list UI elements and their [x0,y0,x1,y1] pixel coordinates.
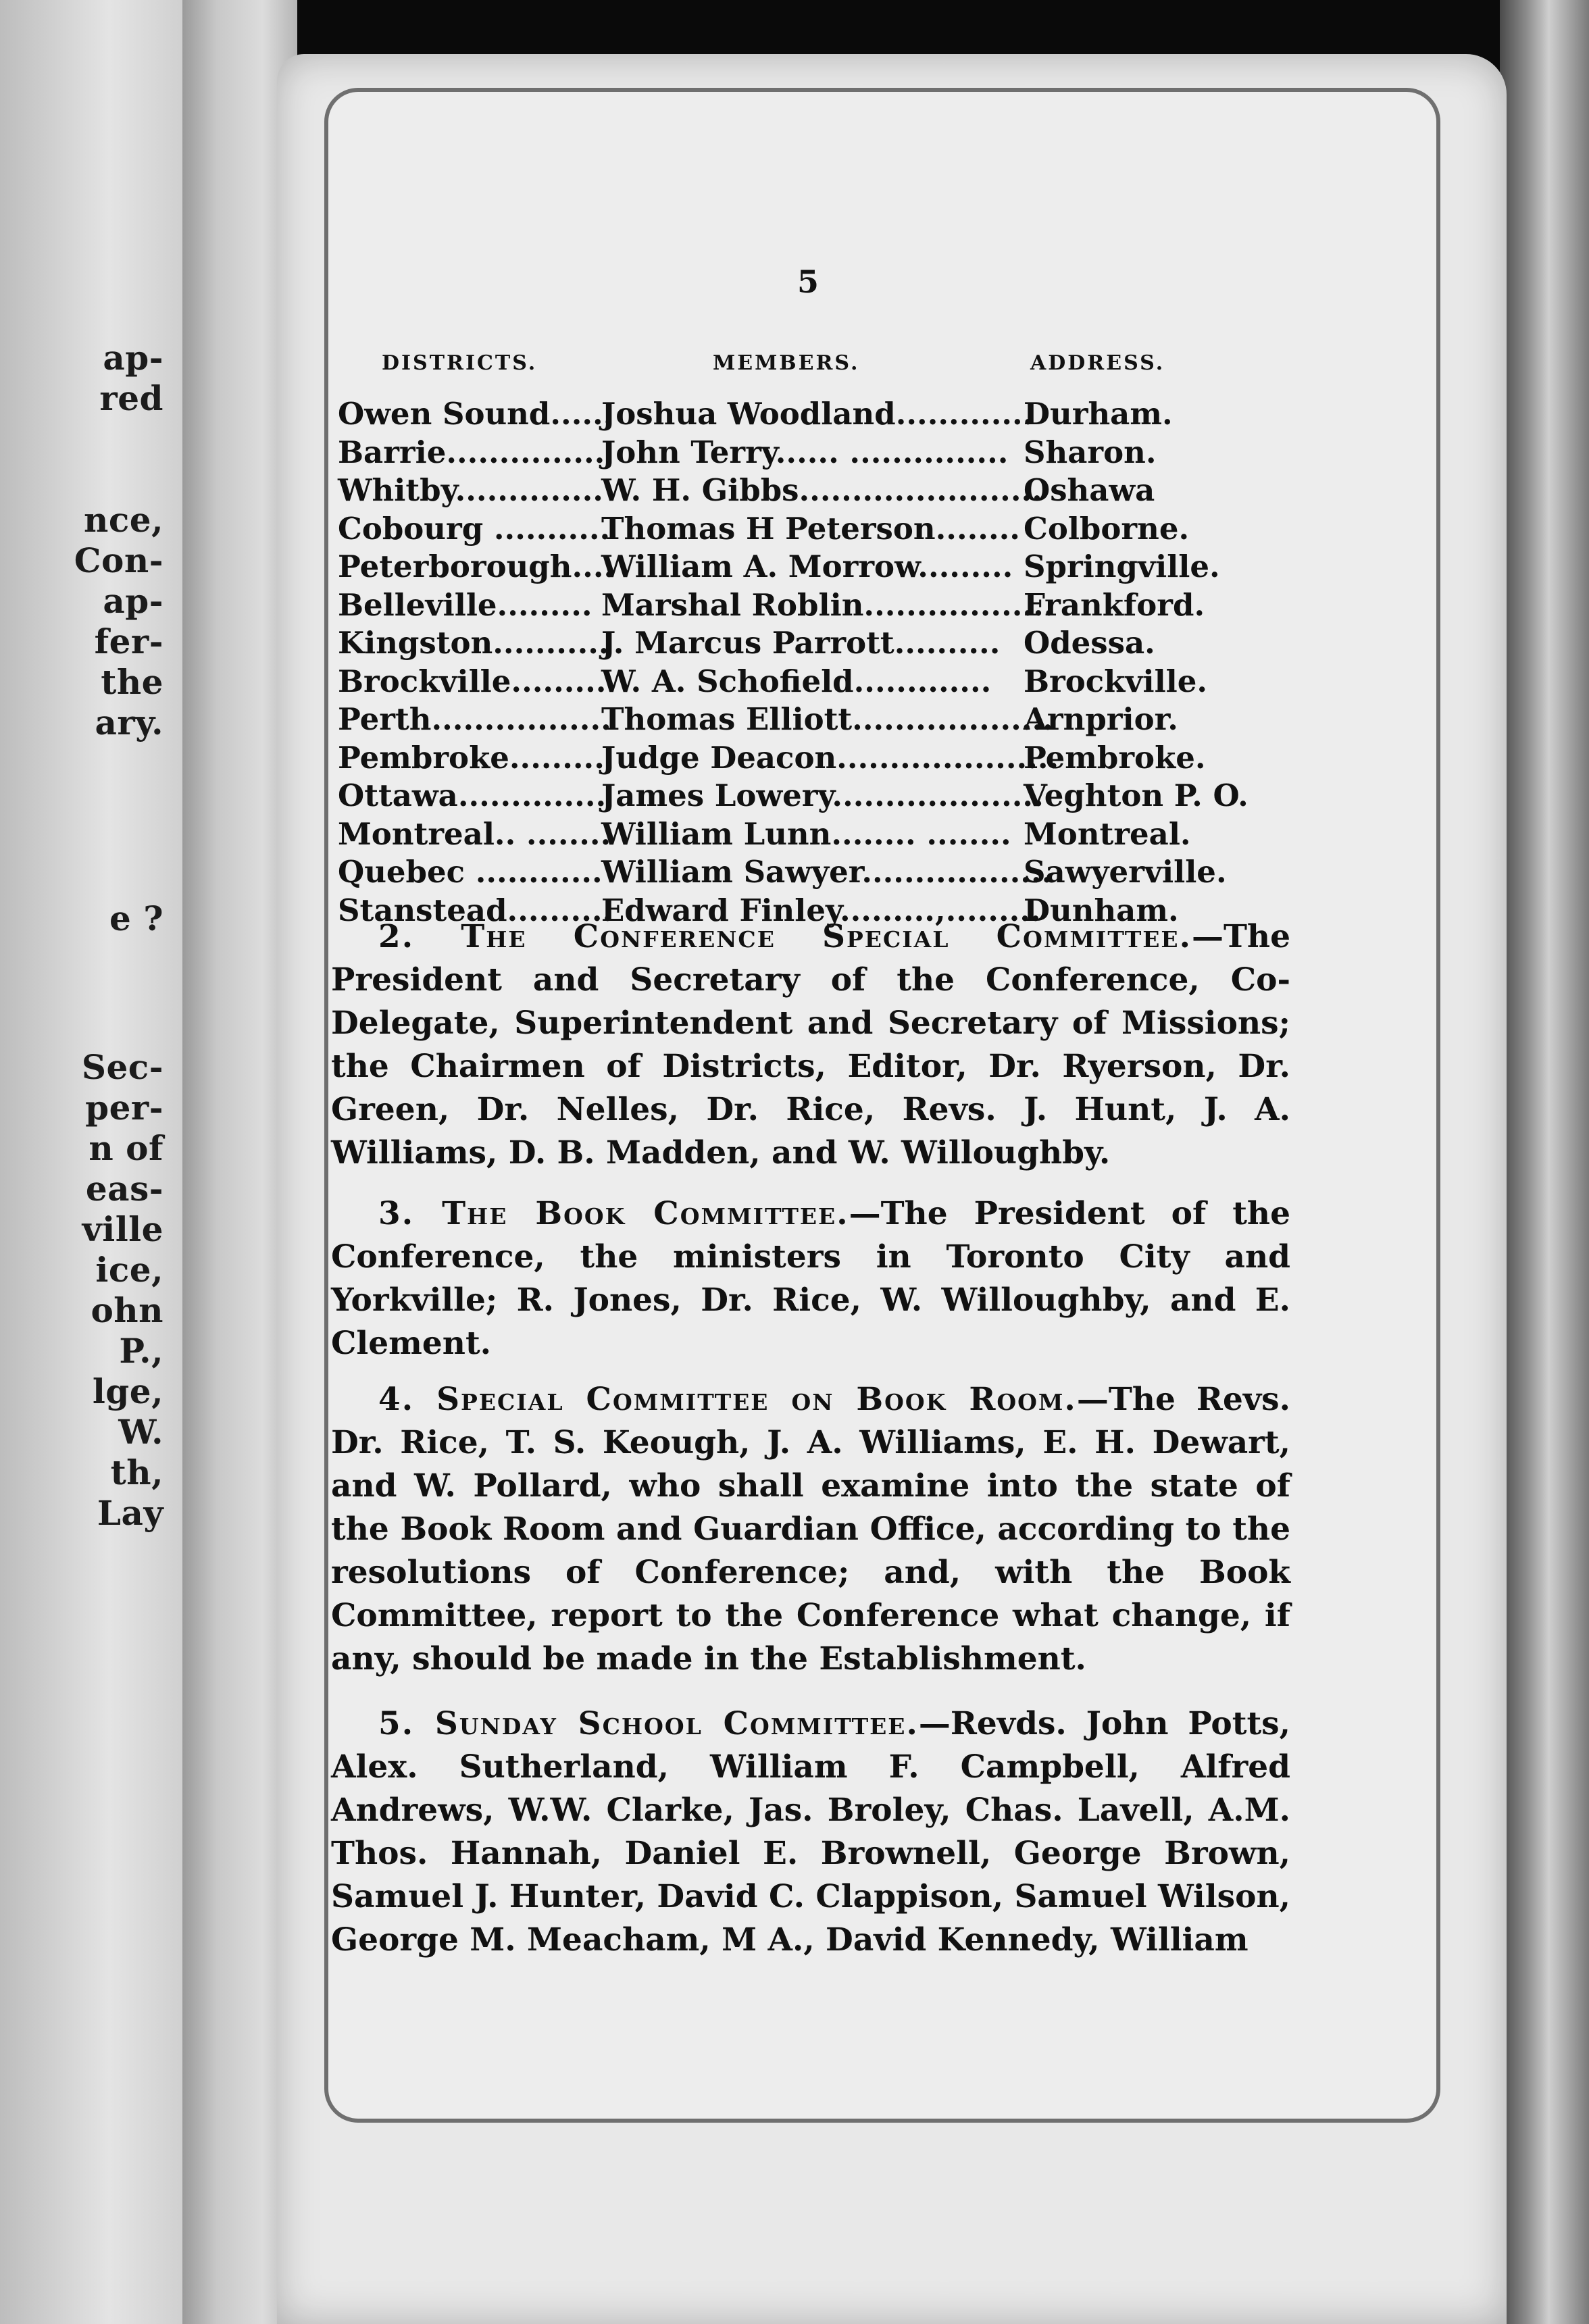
right-page [277,54,1507,2324]
header-members: MEMBERS. [713,351,860,375]
member-address: Arnprior. [1024,701,1178,737]
member-name: Marshal Roblin.................. [601,586,1055,623]
left-page-fragment: e ? [109,899,163,938]
directory-row [338,624,1304,663]
directory-row [338,510,1304,549]
section-body: —The President of the Conference, the ministers in Toronto City and Yorkville; R. Jones, Dr. Rice, W. Willoughby, and E. Clement. [331,1195,1290,1362]
left-page-fragment: ary. [95,703,163,742]
left-page-fragment: th, [110,1452,163,1492]
member-address: Montreal. [1024,815,1191,852]
member-name: Thomas Elliott................... [601,701,1053,737]
left-page-fragment: Con- [74,540,163,580]
member-address: Oshawa [1024,472,1155,508]
left-page-fragment: ice, [95,1250,163,1290]
directory-row [338,853,1304,892]
section-sunday-school-committee [331,1702,1290,1962]
member-address: Colborne. [1024,510,1190,547]
member-address: Sharon. [1024,434,1157,470]
directory-row [338,395,1304,434]
section-heading: 2. The Conference Special Committee. [378,918,1192,955]
member-name: James Lowery.................... [601,778,1044,813]
member-address: Springville. [1024,549,1220,584]
left-page-fragment: ap- [103,581,163,621]
left-page-fragment: W. [118,1412,163,1452]
left-page-fragment: ap- [103,338,163,378]
section-book-committee [331,1192,1290,1365]
district-name: Belleville......... [338,586,592,623]
section-heading: 4. Special Committee on Book Room. [378,1381,1077,1418]
directory-row [338,663,1304,701]
left-page-fragment: the [101,662,163,702]
directory-row [338,815,1304,854]
header-address: ADDRESS. [1030,351,1165,375]
district-name: Owen Sound...... [338,396,614,432]
directory-table [338,395,1304,930]
left-page-fragment: n of [89,1128,163,1168]
member-name: W. H. Gibbs....................... [601,472,1042,508]
header-districts: DISTRICTS. [382,351,538,375]
left-page-fragment: Sec- [81,1047,163,1087]
district-name: Montreal.. ........ [338,815,611,852]
district-name: Brockville......... [338,663,607,699]
district-name: Cobourg ........... [338,510,611,547]
member-name: J. Marcus Parrott.......... [601,625,1001,661]
district-name: Quebec ............ [338,854,603,890]
member-name: William A. Morrow......... [601,549,1013,584]
member-address: Dunham. [1024,892,1179,928]
member-name: Joshua Woodland............. [601,396,1034,432]
member-name: William Sawyer.................. [601,854,1053,890]
directory-row [338,777,1304,815]
member-name: W. A. Schofield............. [601,663,992,699]
section-body: —Revds. John Potts, Alex. Sutherland, William F. Campbell, Alfred Andrews, W.W. Clarke, Jas. Broley, Chas. Lavell, A.M. Thos. Hannah, Daniel E. Brownell, George Brown, Samuel J. Hunter, David C. Clappison, Samuel Wilson, George M. Meacham, M A., David Kennedy, William [331,1705,1290,1959]
member-address: Durham. [1024,396,1173,432]
member-address: Frankford. [1024,586,1205,623]
page-number: 5 [797,263,819,300]
section-body: —The President and Secretary of the Conference, Co-Delegate, Superintendent and Secretary of Missions; the Chairmen of Districts, Editor, Dr. Ryerson, Dr. Green, Dr. Nelles, Dr. Rice, Revs. J. Hunt, J. A. Williams, D. B. Madden, and W. Willoughby. [331,918,1290,1171]
left-page-fragment: per- [85,1088,163,1128]
district-name: Stanstead.......... [338,892,613,928]
directory-row [338,701,1304,739]
district-name: Pembroke......... [338,739,605,776]
left-page-fragment: P., [119,1331,163,1371]
district-name: Whitby.............. [338,472,603,508]
left-page-fragment: ohn [91,1290,163,1330]
book-cover-edge [1500,0,1589,2324]
directory-header [382,351,1301,392]
left-page-fragment: Lay [97,1493,163,1533]
member-address: Veghton P. O. [1024,778,1248,813]
left-page-fragment: eas- [85,1169,163,1209]
directory-row [338,548,1304,586]
district-name: Kingston........... [338,625,609,661]
directory-row [338,739,1304,778]
section-heading: 5. Sunday School Committee. [378,1705,919,1742]
left-page-fragment: nce, [83,500,163,540]
district-name: Ottawa.............. [338,778,607,813]
member-name: Edward Finley.........,......... [601,892,1041,928]
left-page-fragment: red [99,378,163,418]
left-page-fragment: lge, [92,1371,163,1411]
section-conference-special-committee [331,915,1290,1175]
member-name: Thomas H Peterson........ [601,510,1020,547]
directory-row [338,434,1304,472]
section-special-committee-book-room [331,1378,1290,1681]
member-name: Judge Deacon..................... [601,739,1059,776]
left-page-edge [0,0,182,2324]
district-name: Peterborough.... [338,549,615,584]
member-address: Odessa. [1024,625,1155,661]
directory-row [338,586,1304,625]
directory-row [338,472,1304,510]
member-address: Sawyerville. [1024,854,1227,890]
member-address: Brockville. [1024,663,1208,699]
member-name: William Lunn........ ........ [601,815,1011,852]
member-address: Pembroke. [1024,739,1206,776]
district-name: Barrie............... [338,434,605,470]
section-heading: 3. The Book Committee. [378,1195,849,1232]
left-page-fragment: fer- [94,622,163,661]
member-name: John Terry...... ............... [601,434,1009,470]
section-body: —The Revs. Dr. Rice, T. S. Keough, J. A. Williams, E. H. Dewart, and W. Pollard, who shall examine into the state of the Book Room and Guardian Office, according to the resolutions of Conference; and, with the Book Committee, report to the Conference what change, if any, should be made in the Establishment. [331,1381,1290,1677]
district-name: Perth................. [338,701,611,737]
left-page-fragment: ville [82,1209,163,1249]
